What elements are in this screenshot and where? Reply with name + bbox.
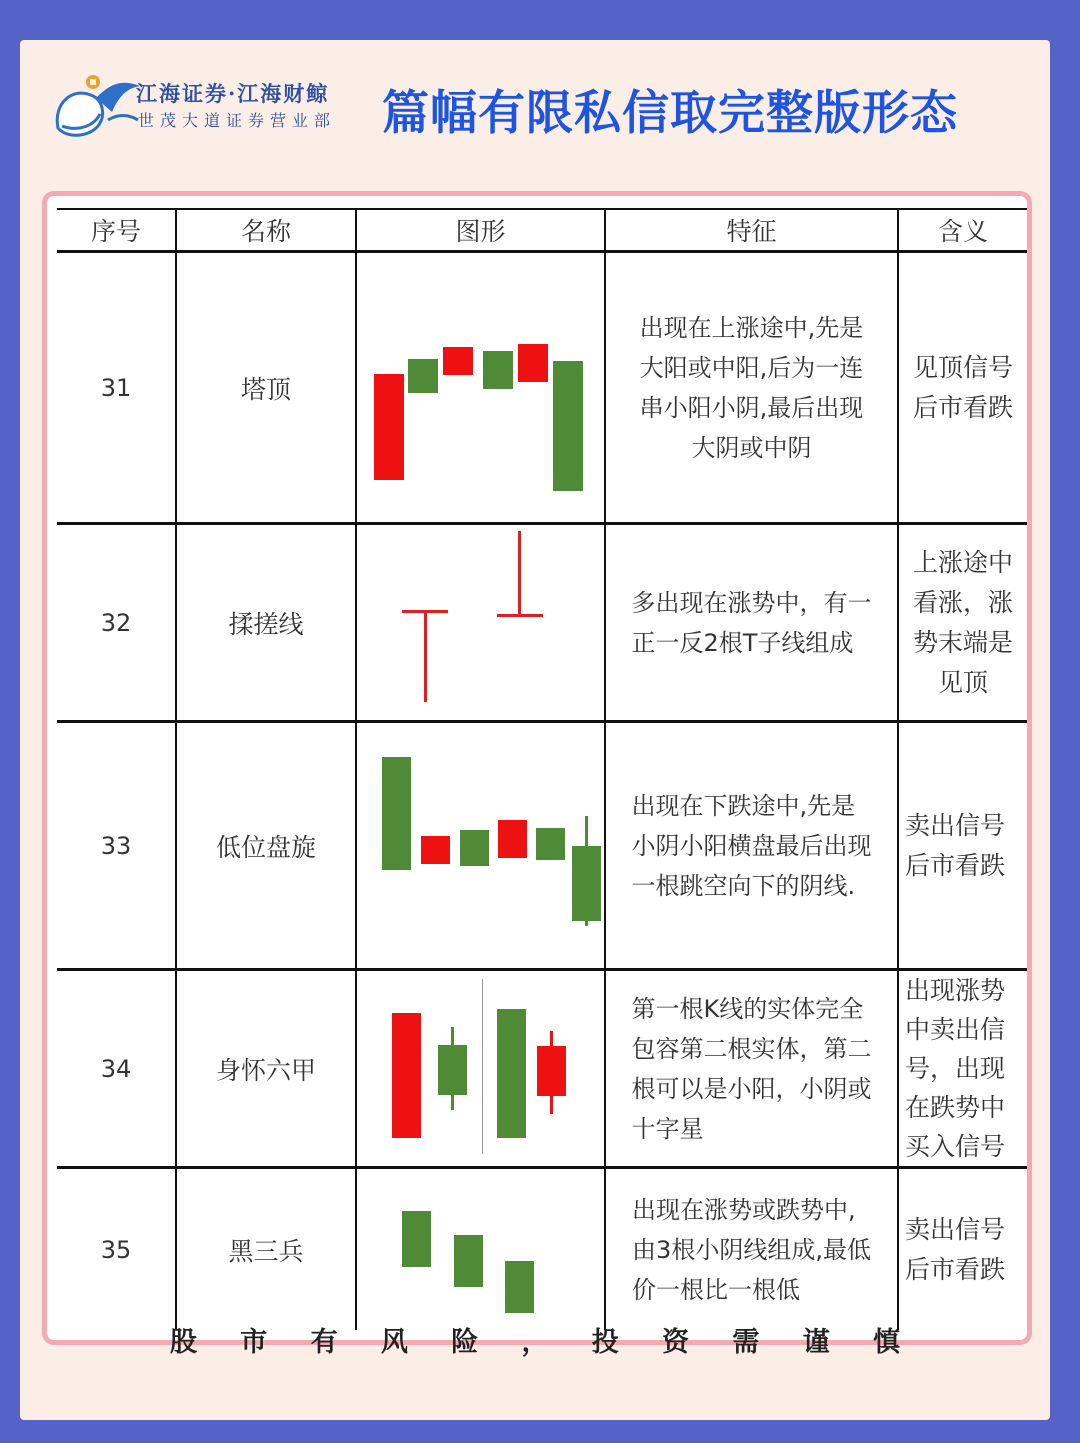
feature-text bbox=[606, 1169, 897, 1330]
candle-red bbox=[392, 1013, 421, 1138]
disclaimer-char: 需 bbox=[732, 1327, 760, 1358]
tower-top-candles bbox=[357, 253, 604, 522]
header-meaning: 含义 bbox=[937, 217, 988, 246]
feature-line: 出现在上涨途中,先是 bbox=[639, 313, 864, 342]
feature-line: 串小阳小阴,最后出现 bbox=[639, 393, 864, 422]
meaning-line: 看涨，涨 bbox=[912, 587, 1013, 617]
low-consolidation-candles bbox=[357, 723, 604, 968]
feature-line: 大阳或中阳,后为一连 bbox=[639, 353, 864, 382]
candle-green bbox=[497, 1009, 526, 1138]
meaning-text bbox=[899, 253, 1027, 522]
candle-green bbox=[382, 757, 411, 870]
meaning-line: 后市看跌 bbox=[912, 392, 1013, 422]
feature-line: 根可以是小阳，小阴或 bbox=[631, 1074, 872, 1103]
feature-text bbox=[606, 253, 897, 522]
disclaimer-char: 谨 bbox=[802, 1327, 830, 1358]
candle-green bbox=[438, 1027, 467, 1110]
pattern-name: 塔顶 bbox=[240, 374, 291, 404]
meaning-text bbox=[899, 971, 1027, 1166]
meaning-line: 后市看跌 bbox=[905, 1254, 1006, 1284]
meaning-line: 中卖出信 bbox=[905, 1015, 1006, 1044]
meaning-line: 卖出信号 bbox=[905, 810, 1006, 840]
candle-red bbox=[498, 820, 527, 858]
brand-branch: 世茂大道证券营业部 bbox=[138, 111, 337, 130]
candle-green bbox=[553, 361, 583, 491]
brand-name: 江海证券·江海财鲸 bbox=[136, 81, 330, 106]
row-number: 32 bbox=[100, 608, 132, 637]
row-number: 31 bbox=[100, 373, 132, 402]
meaning-line: 出现涨势 bbox=[905, 976, 1006, 1005]
meaning-line: 号，出现 bbox=[905, 1054, 1006, 1083]
disclaimer-char: 有 bbox=[310, 1327, 338, 1358]
feature-line: 第一根K线的实体完全 bbox=[631, 994, 864, 1023]
feature-line: 出现在下跌途中,先是 bbox=[631, 791, 856, 820]
candle-green bbox=[402, 1211, 431, 1267]
row-number: 35 bbox=[100, 1235, 132, 1264]
whale-logo-icon bbox=[48, 68, 148, 148]
meaning-line: 势末端是 bbox=[912, 627, 1013, 657]
feature-line: 包容第二根实体，第二 bbox=[631, 1034, 872, 1063]
meaning-line: 在跌势中 bbox=[905, 1093, 1006, 1122]
feature-line: 正一反2根T子线组成 bbox=[631, 628, 854, 657]
pattern-name: 低位盘旋 bbox=[215, 832, 316, 862]
meaning-line: 上涨途中 bbox=[912, 547, 1013, 577]
row-number: 33 bbox=[100, 831, 132, 860]
candle-red bbox=[518, 344, 548, 382]
candle-red bbox=[537, 1031, 566, 1114]
feature-line: 价一根比一根低 bbox=[632, 1275, 801, 1304]
three-black-crows-candles bbox=[357, 1169, 604, 1330]
disclaimer-char: 慎 bbox=[872, 1327, 900, 1358]
separator-line bbox=[482, 979, 483, 1154]
disclaimer-char: 股 bbox=[170, 1327, 197, 1358]
pregnant-pattern-candles bbox=[357, 971, 604, 1166]
meaning-line: 卖出信号 bbox=[905, 1214, 1006, 1244]
meaning-line: 见顶信号 bbox=[912, 352, 1013, 382]
candle-green bbox=[454, 1235, 483, 1287]
meaning-line: 后市看跌 bbox=[905, 850, 1006, 880]
meaning-text bbox=[899, 525, 1027, 720]
disclaimer-char: 风 bbox=[380, 1327, 408, 1358]
feature-line: 十字星 bbox=[631, 1114, 704, 1143]
disclaimer-char: ， bbox=[521, 1327, 549, 1358]
disclaimer-char: 资 bbox=[662, 1327, 690, 1358]
candle-green bbox=[505, 1261, 534, 1313]
pattern-name: 揉搓线 bbox=[228, 609, 304, 639]
candle-green bbox=[572, 816, 601, 926]
card bbox=[20, 40, 1050, 1420]
disclaimer-char: 市 bbox=[240, 1327, 268, 1358]
meaning-text bbox=[899, 1169, 1027, 1330]
feature-line: 小阴小阳横盘最后出现 bbox=[631, 831, 872, 860]
page-title: 篇幅有限私信取完整版形态 bbox=[382, 86, 958, 141]
kline-table bbox=[47, 196, 1027, 1340]
inverted-t-candle bbox=[497, 531, 543, 617]
t-candle bbox=[402, 610, 448, 702]
rubbing-line-candles bbox=[357, 525, 604, 720]
disclaimer-char: 险 bbox=[451, 1327, 479, 1358]
candle-red bbox=[443, 347, 473, 375]
disclaimer-char: 投 bbox=[591, 1327, 619, 1358]
feature-line: 一根跳空向下的阴线. bbox=[631, 871, 856, 900]
feature-line: 大阴或中阴 bbox=[691, 433, 812, 462]
meaning-text bbox=[899, 723, 1027, 968]
feature-line: 出现在涨势或跌势中, bbox=[632, 1195, 856, 1224]
meaning-line: 见顶 bbox=[937, 667, 988, 697]
header-feature: 特征 bbox=[726, 217, 777, 246]
feature-line: 多出现在涨势中，有一 bbox=[631, 588, 872, 617]
candle-green bbox=[483, 351, 513, 389]
header-number: 序号 bbox=[90, 217, 141, 246]
candle-red bbox=[421, 836, 450, 864]
feature-text bbox=[606, 971, 897, 1166]
table-frame bbox=[42, 191, 1032, 1345]
header-name: 名称 bbox=[240, 217, 291, 246]
risk-disclaimer bbox=[170, 1320, 900, 1359]
feature-line: 由3根小阴线组成,最低 bbox=[632, 1235, 871, 1264]
pattern-name: 身怀六甲 bbox=[215, 1055, 316, 1085]
candle-green bbox=[460, 830, 489, 866]
header-figure: 图形 bbox=[455, 217, 506, 246]
meaning-line: 买入信号 bbox=[905, 1132, 1006, 1161]
row-number: 34 bbox=[100, 1054, 132, 1083]
feature-text bbox=[606, 525, 897, 720]
candle-green bbox=[536, 828, 565, 860]
pattern-name: 黑三兵 bbox=[228, 1236, 304, 1266]
feature-text bbox=[606, 723, 897, 968]
candle-red bbox=[374, 374, 404, 480]
candle-green bbox=[408, 359, 438, 393]
